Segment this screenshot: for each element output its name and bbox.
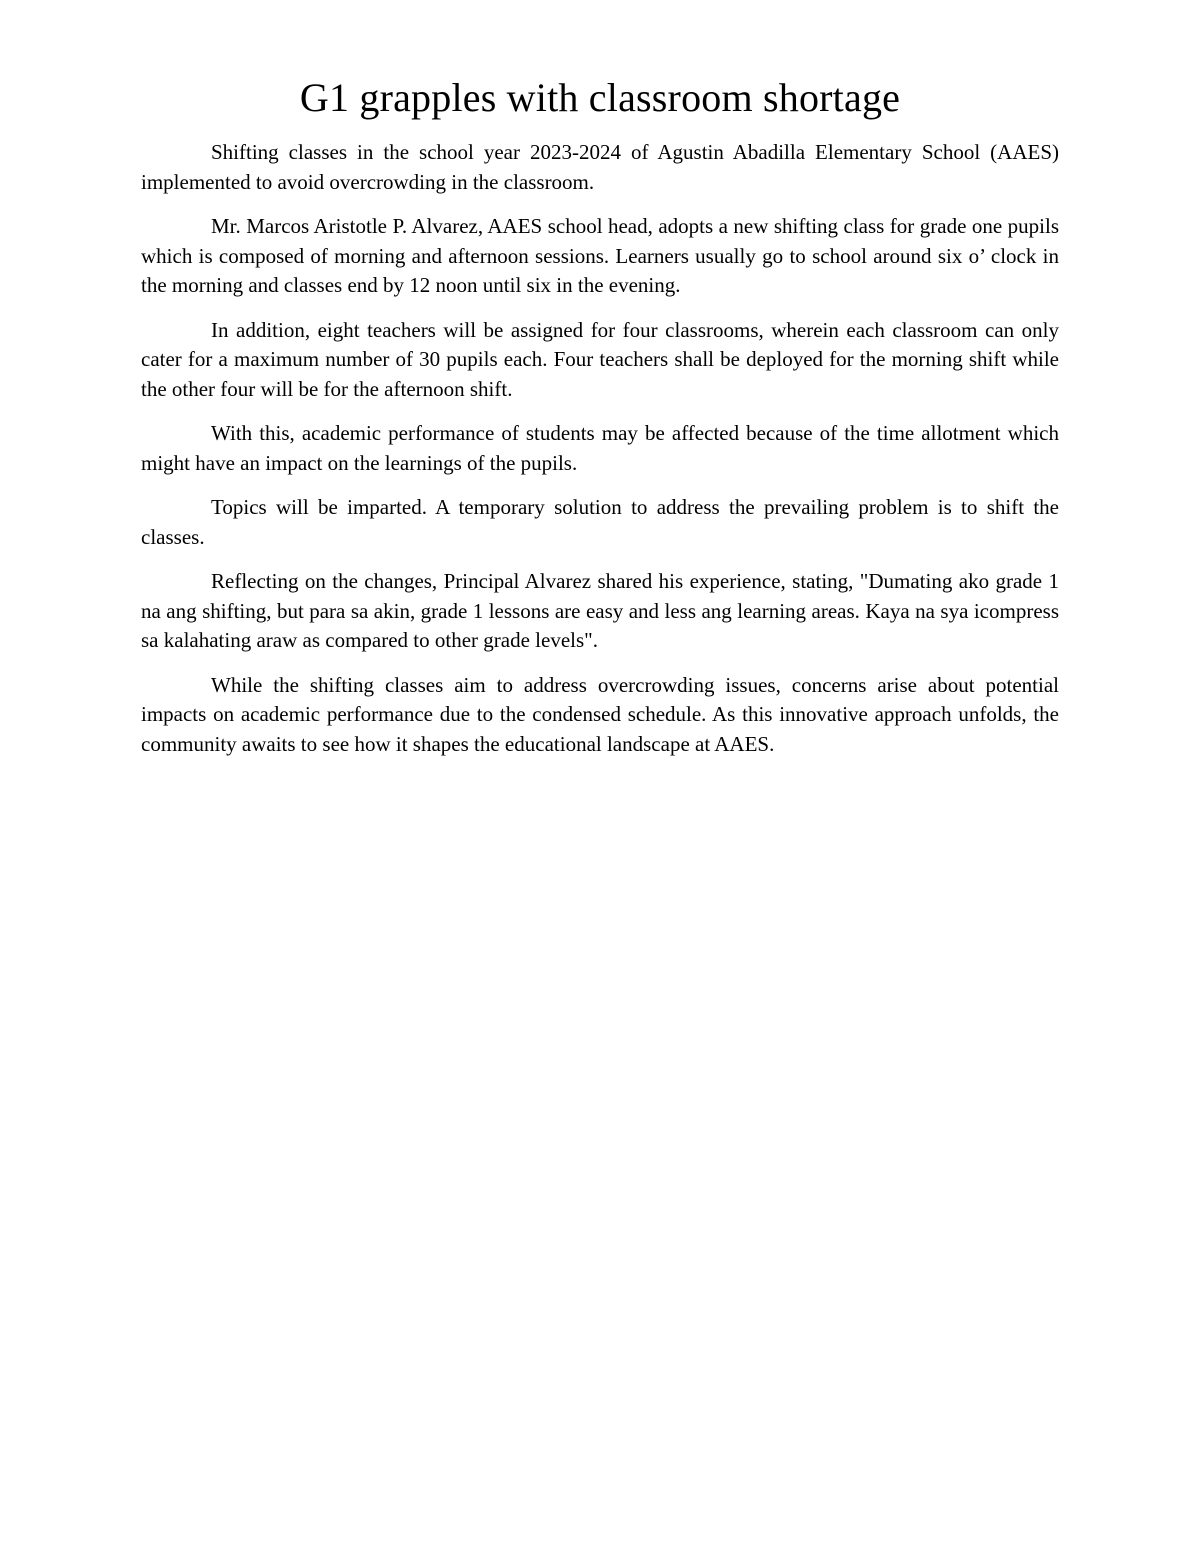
paragraph-6: Reflecting on the changes, Principal Alvarez shared his experience, stating, "Dumating ako grade 1 na ang shifting, but para sa akin, grade 1 lessons are easy and less ang learning areas. Kaya na sya icompress sa kalahating araw as compared to other grade levels".	[141, 569, 1059, 652]
article-body	[141, 72, 1059, 774]
paragraph-2: Mr. Marcos Aristotle P. Alvarez, AAES school head, adopts a new shifting class for grade one pupils which is composed of morning and afternoon sessions. Learners usually go to school around six o’ clock in the morning and classes end by 12 noon until six in the evening.	[141, 214, 1059, 297]
paragraph-5: Topics will be imparted. A temporary solution to address the prevailing problem is to shift the classes.	[141, 495, 1059, 549]
paragraph-3: In addition, eight teachers will be assigned for four classrooms, wherein each classroom can only cater for a maximum number of 30 pupils each. Four teachers shall be deployed for the morning shift while the other four will be for the afternoon shift.	[141, 317, 1059, 401]
paragraph-7: While the shifting classes aim to address overcrowding issues, concerns arise about potential impacts on academic performance due to the condensed schedule. As this innovative approach unfolds, the community awaits to see how it shapes the educational landscape at AAES.	[141, 672, 1059, 756]
paragraph-4: With this, academic performance of students may be affected because of the time allotment which might have an impact on the learnings of the pupils.	[141, 421, 1059, 475]
paragraph-1: Shifting classes in the school year 2023-2024 of Agustin Abadilla Elementary School (AAES) implemented to avoid overcrowding in the classroom.	[141, 140, 1059, 194]
article-title: G1 grapples with classroom shortage	[299, 75, 901, 120]
